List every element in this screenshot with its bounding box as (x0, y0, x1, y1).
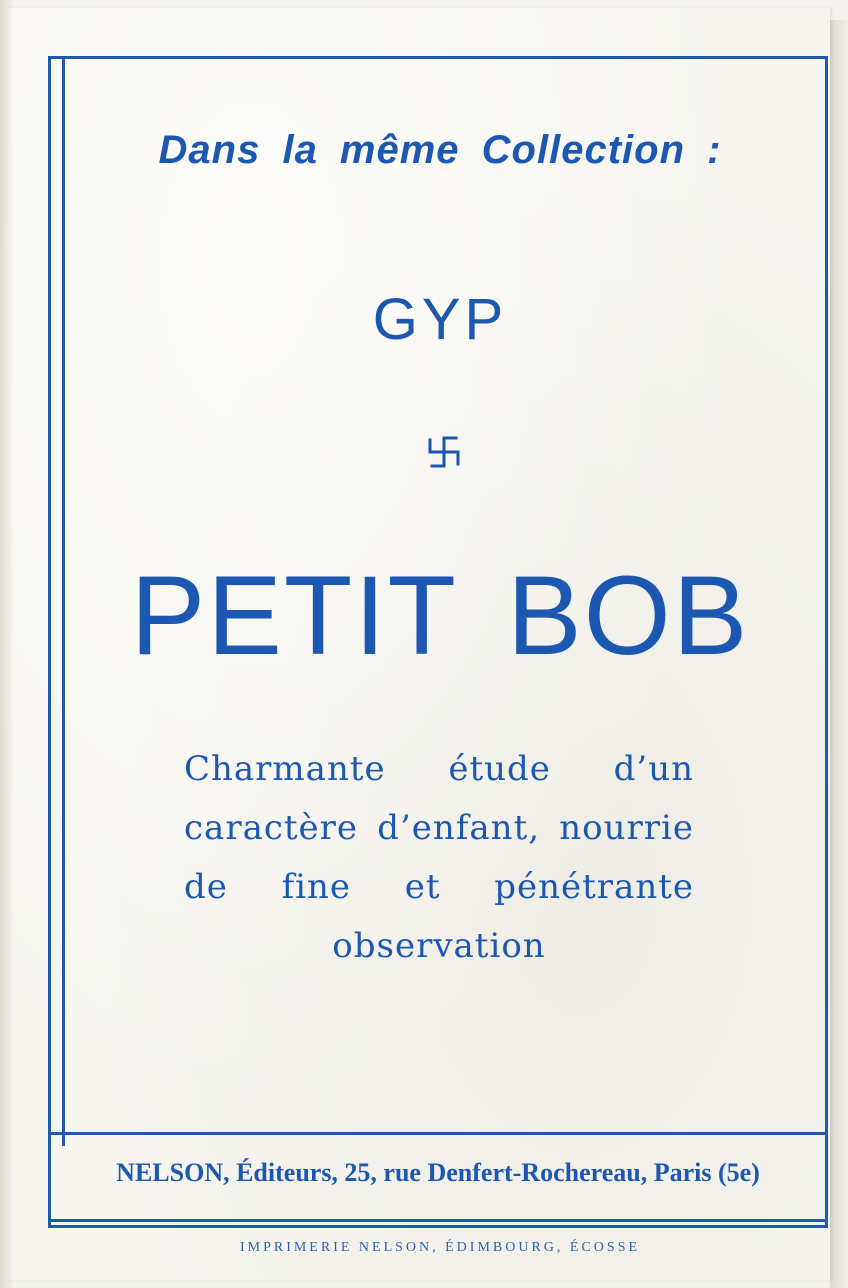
book-title: PETIT BOB (130, 553, 750, 678)
printer-credit: IMPRIMERIE NELSON, ÉDIMBOURG, ÉCOSSE (239, 1240, 641, 1255)
book-edge (830, 20, 848, 1288)
publisher-address: NELSON, Éditeurs, 25, rue Denfert-Rochereau, Paris (5e) (116, 1158, 760, 1187)
author-name: GYP (372, 287, 508, 352)
book-description: Charmante étude d’un caractère d’enfant, nourrie de fine et pénétrante observation (184, 749, 694, 966)
spine-shadow (0, 0, 14, 1288)
collection-heading: Dans la même Collection : (158, 128, 722, 172)
swastika-ornament-icon (426, 436, 462, 468)
footer-rule-top (48, 1132, 828, 1135)
footer-rule-bottom (48, 1219, 828, 1222)
